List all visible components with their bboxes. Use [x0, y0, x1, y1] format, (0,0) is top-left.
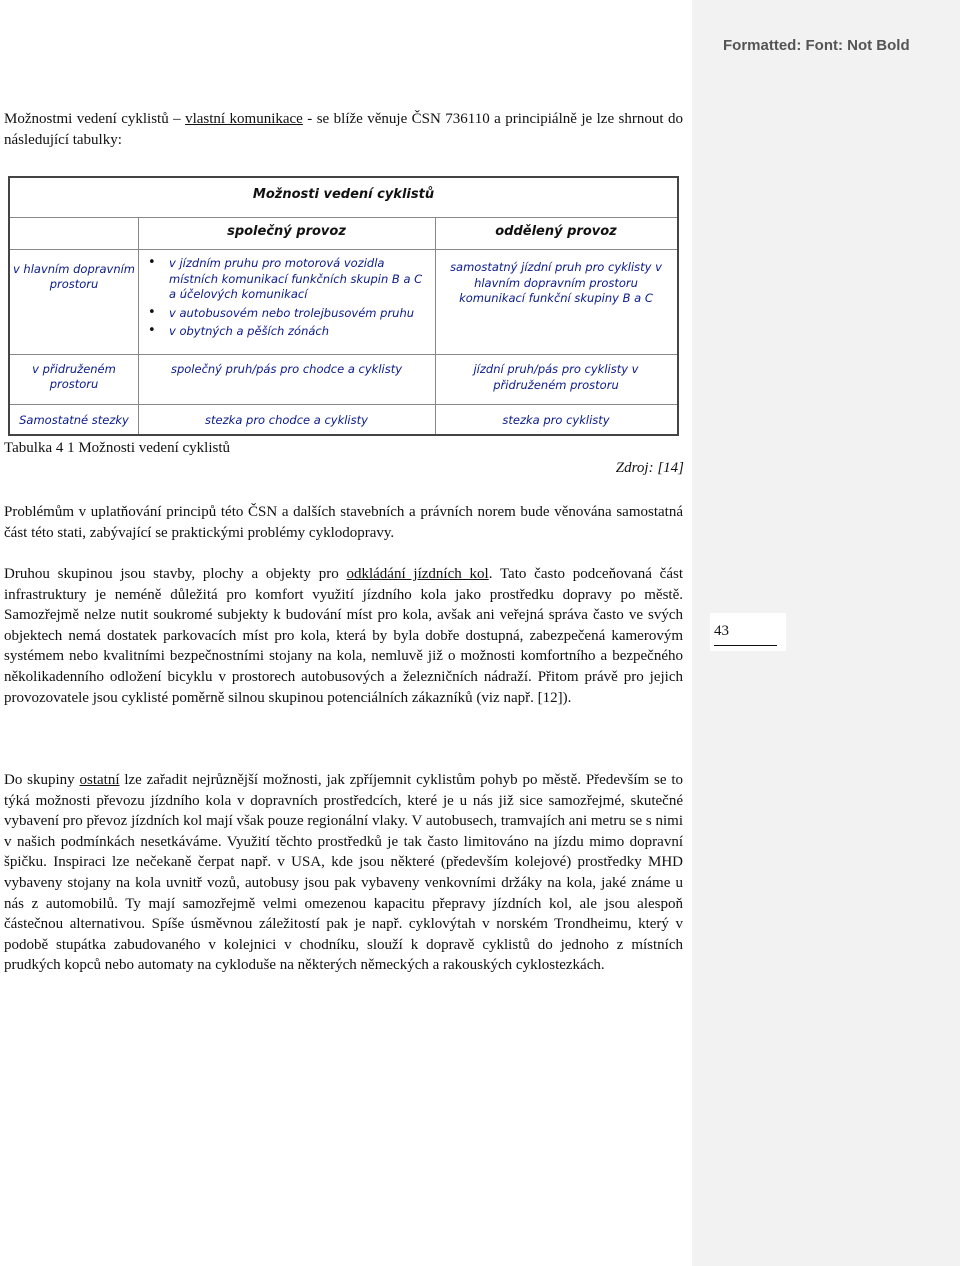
- separate-main: samostatný jízdní pruh pro cyklisty v hlavním dopravním prostoru komunikací funkční skupiny B a C: [450, 260, 662, 305]
- paragraph-other: Do skupiny ostatní lze zařadit nejrůznější možnosti, jak zpříjemnit cyklistům pohyb po městě. Především se to týká možnosti převozu jízdního kola v dopravních prostředcích, které je u nás již sice samozřejmé, skutečné vybavení pro převoz jízdních kol mají však pouze regionální vlaky. V autobusech, tramvajích ani metru se s nimi v našich podmínkách nesetkáváme. Využití těchto prostředků je tak často limitováno na jízdu mimo dopravní špičku. Inspiraci lze nečekaně čerpat např. v USA, kde jsou některé (především kolejové) prostředky MHD vybaveny stojany na kola uvnitř vozů, autobusy jsou pak vybaveny venkovními držáky na kola, jaké známe u nás z automobilů. Ty mají samozřejmě velmi omezenou kapacitu přepravy jízdních kol, ale jsou alespoň částečnou alternativou. Spíše úsměvnou záležitostí pak je např. cyklovýtah v norském Trondheimu, který v podobě stupátka zabudovaného v kolejnici v chodníku, slouží k dopravě cyklistů do jednoho z místních prudkých kopců nebo automaty na cykloduše na některých německých a rakouských cyklostezkách.: [4, 772, 683, 974]
- page-number: 43: [714, 622, 777, 646]
- list-item: • v obytných a pěších zónách: [145, 324, 430, 340]
- row-label-paths: Samostatné stezky: [19, 413, 129, 427]
- shared-main-list: [145, 256, 430, 343]
- col-header-shared: společný provoz: [138, 218, 435, 250]
- shared-adjacent: společný pruh/pás pro chodce a cyklisty: [170, 362, 403, 376]
- format-note: Formatted: Font: Not Bold: [723, 37, 910, 54]
- paragraph-problems: Problémům v uplatňování principů této ČSN a dalších stavebních a právních norem bude věnována samostatná část této stati, zabývající se praktickými problémy cyklodopravy.: [4, 504, 683, 541]
- cycling-options-table: [8, 176, 679, 436]
- link-ostatni[interactable]: ostatní: [79, 772, 120, 788]
- col-header-separate: oddělený provoz: [435, 218, 677, 250]
- list-item: • v autobusovém nebo trolejbusovém pruhu: [145, 306, 430, 322]
- separate-paths: stezka pro cyklisty: [502, 413, 610, 427]
- row-label-main: v hlavním dopravním prostoru: [12, 262, 136, 291]
- row-label-adjacent: v přidruženém prostoru: [32, 362, 116, 391]
- table-divider: [138, 218, 139, 434]
- comments-margin: [692, 0, 960, 1266]
- link-vlastni-komunikace[interactable]: vlastní komunikace: [185, 111, 303, 127]
- page-number-box: [710, 613, 786, 651]
- table-divider: [435, 218, 436, 434]
- table-divider: [10, 404, 677, 405]
- table-corner: [10, 218, 138, 250]
- shared-paths: stezka pro chodce a cyklisty: [205, 413, 368, 427]
- table-caption: Tabulka 4 1 Možnosti vedení cyklistů: [4, 440, 230, 456]
- table-source: Zdroj: [14]: [615, 460, 684, 476]
- intro-paragraph: Možnostmi vedení cyklistů – vlastní komunikace - se blíže věnuje ČSN 736110 a principiálně je lze shrnout do následující tabulky:: [4, 111, 683, 148]
- table-title: Možnosti vedení cyklistů: [10, 178, 677, 218]
- separate-adjacent: jízdní pruh/pás pro cyklisty v přidruženém prostoru: [473, 362, 639, 392]
- link-odkladani-jizdnich-kol[interactable]: odkládání jízdních kol: [346, 566, 489, 582]
- paragraph-bike-parking: Druhou skupinou jsou stavby, plochy a objekty pro odkládání jízdních kol. Tato často podceňovaná část infrastruktury je neméně důležitá pro komfort využití jízdního kola jako prostředku dopravy po městě. Samozřejmě nelze nutit soukromé subjekty k budování míst pro kola, avšak ani veřejná správa často ve svých objektech nemá dostatek parkovacích míst pro kola, která by byla dobře dostupná, zabezpečená kamerovým systémem nebo kvalitními bezpečnostními stojany na kola, nemluvě již o možnosti komfortního a bezpečného několikadenního odložení bicyklu v prostorech autobusových a železničních nádraží. Přitom právě pro jejich provozovatele jsou cyklisté poměrně silnou skupinou potenciálních zákazníků (viz např. [12]).: [4, 566, 683, 706]
- list-item: • v jízdním pruhu pro motorová vozidla místních komunikací funkčních skupin B a C a účelových komunikací: [145, 256, 430, 303]
- table-divider: [10, 354, 677, 355]
